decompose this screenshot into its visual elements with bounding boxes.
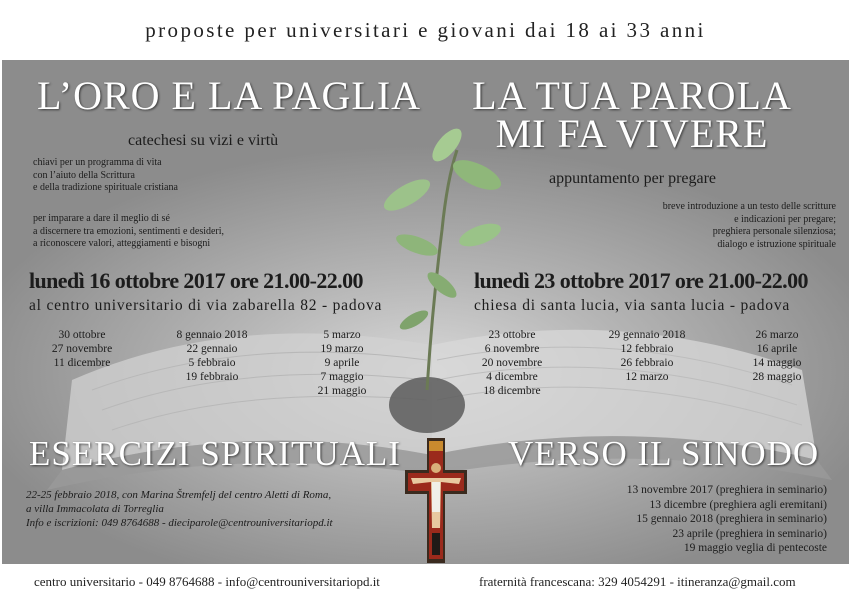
right-subtitle: appuntamento per pregare [549,170,717,187]
left-dates-col2: 8 gennaio 2018 22 gennaio 5 febbraio 19 febbraio [176,329,248,383]
header-bar [0,0,851,60]
header-tagline: proposte per universitari e giovani dai 18 ai 33 anni [145,17,706,42]
left-dates-col1: 30 ottobre 27 novembre 11 dicembre [51,329,113,369]
left-title: L’ORO E LA PAGLIA [37,73,422,118]
right-first-date: lunedì 23 ottobre 2017 ore 21.00-22.00 [474,268,808,293]
synod-title: VERSO IL SINODO [508,434,820,473]
right-location: chiesa di santa lucia, via santa lucia - padova [474,297,791,314]
san-damiano-cross-icon [405,438,467,563]
synod-dates: 13 novembre 2017 (preghiera in seminario) 13 dicembre (preghiera agli eremitani) 15 gennaio 2018 (preghiera in seminario) 23 aprile (preghiera in seminario) 19 maggio veglia di pentecoste [626,484,827,554]
right-dates-col2: 29 gennaio 2018 12 febbraio 26 febbraio 12 marzo [608,329,686,383]
left-description-1: chiavi per un programma di vita con l’aiuto della Scrittura e della tradizione spirituale cristiana [33,157,178,193]
left-first-date: lunedì 16 ottobre 2017 ore 21.00-22.00 [29,268,363,293]
right-dates-col1: 23 ottobre 6 novembre 20 novembre 4 dicembre 18 dicembre [481,329,543,397]
exercises-details: 22-25 febbraio 2018, con Marina Štremfelj del centro Aletti di Roma, a villa Immacolata di Torreglia Info e iscrizioni: 049 8764688 - dieciparole@centrouniversitariopd.it [26,489,333,529]
left-location: al centro universitario di via zabarella 82 - padova [29,297,383,314]
poster-background [2,60,849,564]
right-title-line1: LA TUA PAROLA [472,73,792,118]
footer-bar [0,564,851,601]
exercises-title: ESERCIZI SPIRITUALI [29,434,401,473]
footer-right-contact: fraternità francescana: 329 4054291 - itineranza@gmail.com [479,574,796,589]
left-subtitle: catechesi su vizi e virtù [128,132,279,149]
footer-left-contact: centro universitario - 049 8764688 - info@centrouniversitariopd.it [34,574,380,589]
left-description-2: per imparare a dare il meglio di sé a discernere tra emozioni, sentimenti e desideri, a riconoscere valori, atteggiamenti e bisogni [33,213,225,249]
right-description: breve introduzione a un testo delle scritture e indicazioni per pregare; preghiera personale silenziosa; dialogo e istruzione spirituale [662,201,836,250]
right-dates-col3: 26 marzo 16 aprile 14 maggio 28 maggio [752,329,802,383]
right-title-line2: MI FA VIVERE [495,111,769,156]
left-dates-col3: 5 marzo 19 marzo 9 aprile 7 maggio 21 maggio [317,329,367,397]
